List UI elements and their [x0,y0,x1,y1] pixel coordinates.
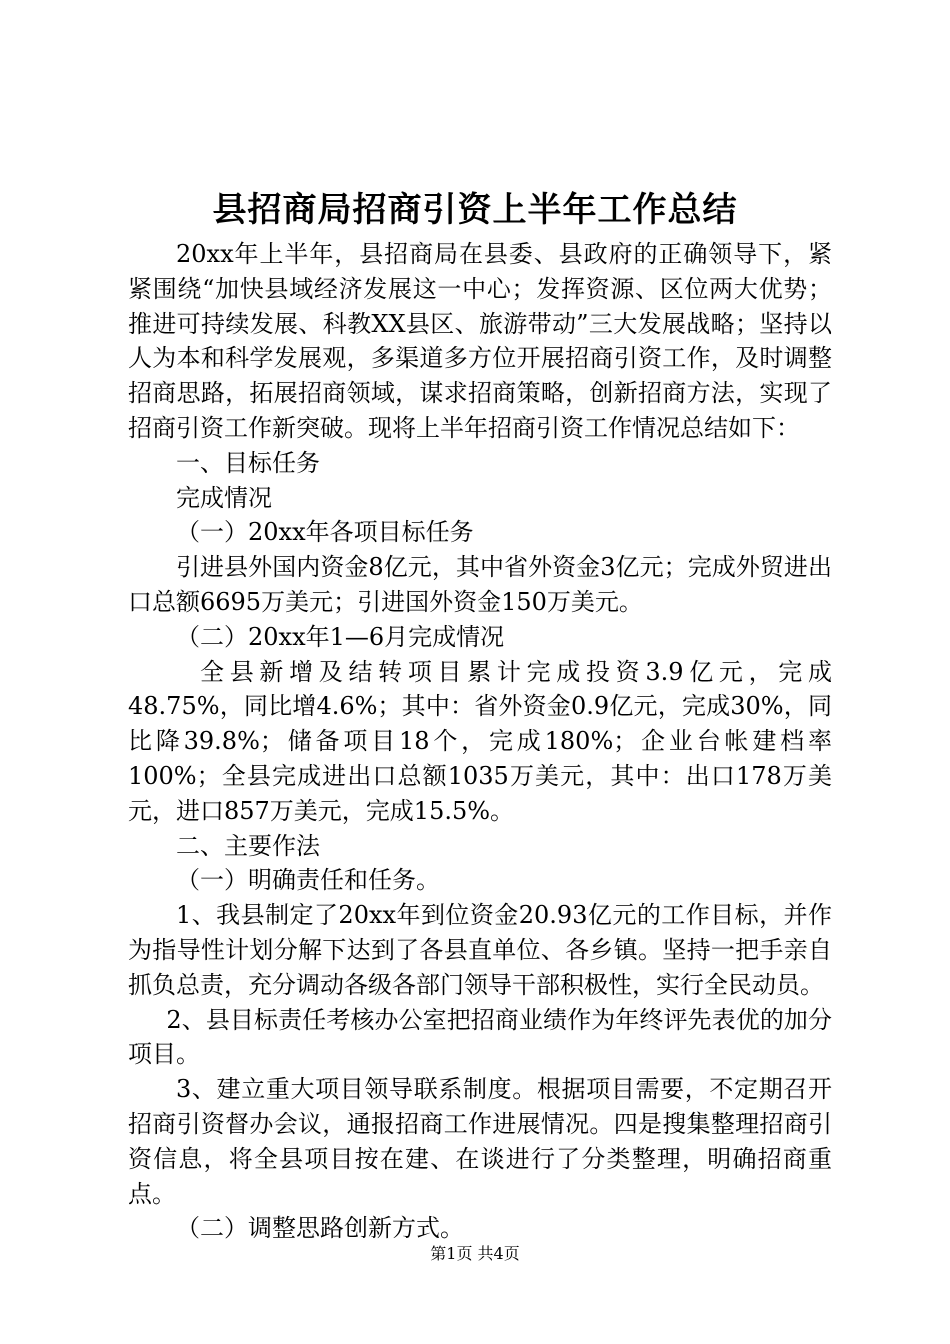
section-heading-targets: 一、目标任务 [176,448,320,477]
subsection-annual-targets: （一）20xx年各项目标任务 [176,518,474,547]
subsection-new-methods: （二）调整思路创新方式。 [176,1214,464,1243]
document-title: 县招商局招商引资上半年工作总结 [212,190,738,230]
subheading-completion: 完成情况 [176,483,272,512]
practice-item-3: 3、建立重大项目领导联系制度。根据项目需要，不定期召开招商引资督办会议，通报招商工作进展情况。四是搜集整理招商引资信息，将全县项目按在建、在谈进行了分类整理，明确招商重点。 [128,1075,832,1208]
document-body [128,237,832,1246]
annual-targets-paragraph: 引进县外国内资金8亿元，其中省外资金3亿元；完成外贸进出口总额6695万美元；引进国外资金150万美元。 [128,553,832,616]
practice-item-2: 2、县目标责任考核办公室把招商业绩作为年终评先表优的加分项目。 [128,1005,832,1069]
section-heading-main-practices: 二、主要作法 [176,831,320,860]
intro-paragraph: 20xx年上半年，县招商局在县委、县政府的正确领导下，紧紧围绕“加快县域经济发展这一中心；发挥资源、区位两大优势；推进可持续发展、科教XX县区、旅游带动”三大发展战略；坚持以人为本和科学发展观，多渠道多方位开展招商引资工作，及时调整招商思路，拓展招商领域，谋求招商策略，创新招商方法，实现了招商引资工作新突破。现将上半年招商引资工作情况总结如下： [128,240,832,442]
practice-item-1: 1、我县制定了20xx年到位资金20.93亿元的工作目标，并作为指导性计划分解下达到了各县直单位、各乡镇。坚持一把手亲自抓负总责，充分调动各级各部门领导干部积极性，实行全民动员。 [128,901,832,999]
subsection-half-year-completion: （二）20xx年1—6月完成情况 [176,622,505,651]
half-year-completion-paragraph: 全县新增及结转项目累计完成投资3.9亿元，完成48.75%，同比增4.6%；其中：省外资金0.9亿元，完成30%，同比降39.8%；储备项目18个，完成180%；企业台帐建档率100%；全县完成进出口总额1035万美元，其中：出口178万美元，进口857万美元，完成15.5%。 [128,657,832,825]
page-number-footer: 第1页 共4页 [430,1244,520,1263]
subsection-responsibilities: （一）明确责任和任务。 [176,866,440,895]
